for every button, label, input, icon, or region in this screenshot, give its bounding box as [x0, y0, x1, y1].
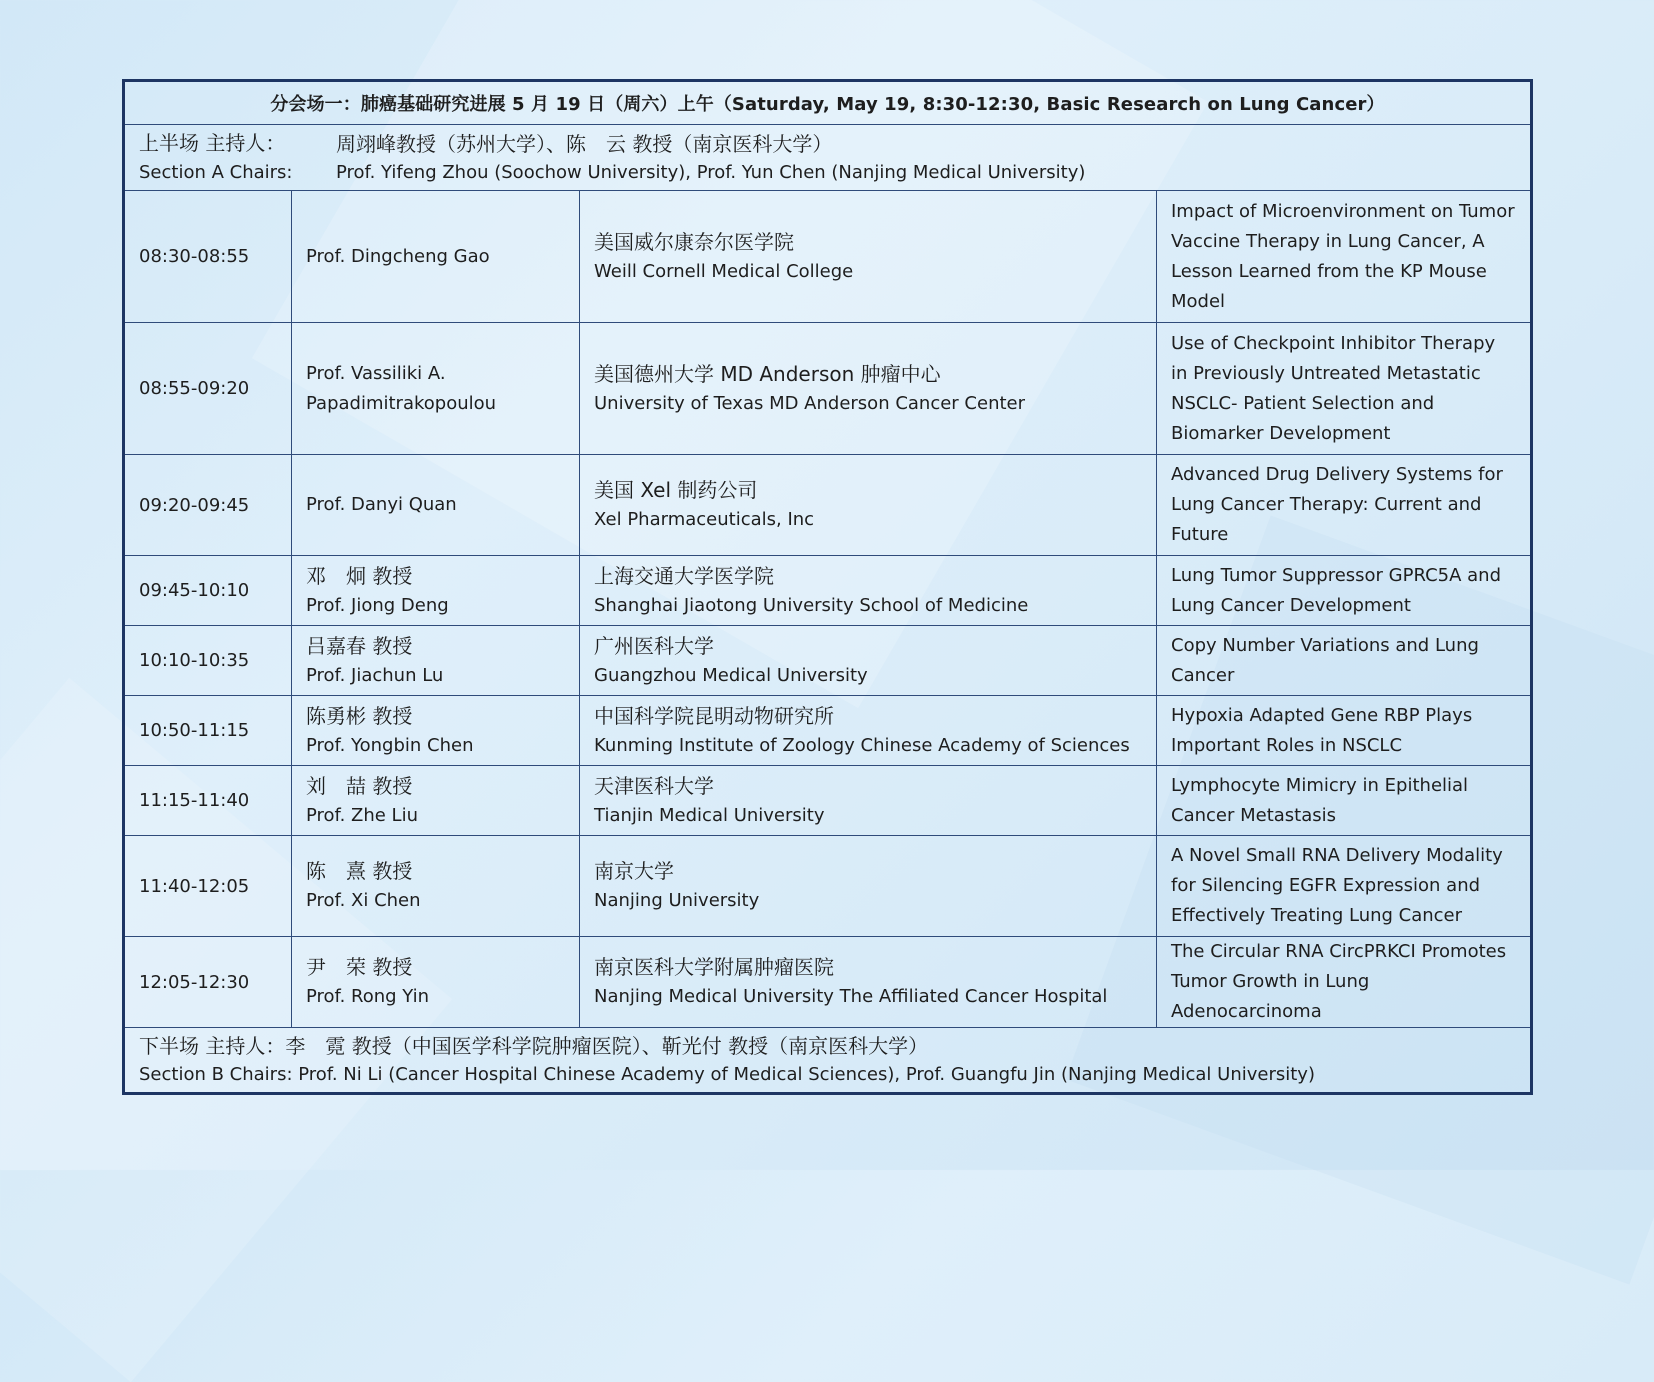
speaker-cell: [292, 766, 580, 836]
institution-zh: 美国威尔康奈尔医学院: [594, 229, 794, 254]
speaker-cell: [292, 323, 580, 455]
topic-cell: Impact of Microenvironment on Tumor Vaccine Therapy in Lung Cancer, A Lesson Learned from the KP Mouse Model: [1157, 191, 1532, 323]
institution-cell: [580, 455, 1157, 556]
topic-cell: A Novel Small RNA Delivery Modality for Silencing EGFR Expression and Effectively Treating Lung Cancer: [1157, 836, 1532, 937]
speaker-name-zh: 刘 喆 教授: [306, 773, 413, 798]
section-a-chairs: [124, 125, 1532, 191]
speaker-cell: [292, 836, 580, 937]
section-a-label-en: Section A Chairs:: [139, 161, 293, 183]
institution-en: Weill Cornell Medical College: [594, 260, 854, 282]
section-a-chairs-zh: 周翊峰教授（苏州大学）、陈 云 教授（南京医科大学）: [336, 131, 833, 156]
institution-zh: 广州医科大学: [594, 633, 714, 658]
speaker-name-zh: 陈 熹 教授: [306, 859, 413, 883]
speaker-name-en: Prof. Vassiliki A. Papadimitrakopoulou: [306, 362, 497, 414]
speaker-name-en: Prof. Jiachun Lu: [306, 664, 444, 686]
institution-en: University of Texas MD Anderson Cancer Center: [594, 392, 1026, 414]
speaker-name-zh: 吕嘉春 教授: [306, 633, 413, 658]
section-b-chairs: [124, 1028, 1532, 1094]
time-cell: 10:10-10:35: [124, 626, 292, 696]
section-a-chairs-en: Prof. Yifeng Zhou (Soochow University), Prof. Yun Chen (Nanjing Medical University): [336, 161, 1086, 183]
institution-en: Xel Pharmaceuticals, Inc: [594, 509, 815, 530]
institution-cell: [580, 766, 1157, 836]
schedule-row: [124, 766, 1532, 836]
institution-cell: [580, 836, 1157, 937]
speaker-name-zh: 陈勇彬 教授: [306, 703, 413, 728]
institution-cell: [580, 626, 1157, 696]
topic-cell: Copy Number Variations and Lung Cancer: [1157, 626, 1532, 696]
schedule-table: [122, 79, 1533, 1095]
schedule-row: [124, 937, 1532, 1028]
speaker-name-en: Prof. Rong Yin: [306, 986, 430, 1007]
topic-cell: Use of Checkpoint Inhibitor Therapy in Previously Untreated Metastatic NSCLC- Patient Selection and Biomarker Development: [1157, 323, 1532, 455]
time-cell: 09:45-10:10: [124, 556, 292, 626]
speaker-name-en: Prof. Zhe Liu: [306, 804, 418, 826]
time-cell: 11:40-12:05: [124, 836, 292, 937]
institution-zh: 上海交通大学医学院: [594, 563, 774, 588]
speaker-cell: [292, 556, 580, 626]
speaker-name-zh: 邓 炯 教授: [306, 563, 413, 588]
schedule-row: [124, 626, 1532, 696]
section-a-label-zh: 上半场 主持人：: [139, 130, 286, 155]
time-cell: 09:20-09:45: [124, 455, 292, 556]
time-cell: 08:55-09:20: [124, 323, 292, 455]
schedule-row: [124, 191, 1532, 323]
speaker-cell: [292, 937, 580, 1028]
topic-cell: Lymphocyte Mimicry in Epithelial Cancer Metastasis: [1157, 766, 1532, 836]
institution-zh: 美国 Xel 制药公司: [594, 478, 758, 502]
section-b-chairs-zh: 下半场 主持人：李 霓 教授（中国医学科学院肿瘤医院）、靳光付 教授（南京医科大学）: [139, 1034, 929, 1058]
speaker-name-en: Prof. Dingcheng Gao: [306, 245, 490, 267]
speaker-name-zh: 尹 荣 教授: [306, 955, 413, 979]
section-b-chairs-en: Section B Chairs: Prof. Ni Li (Cancer Hospital Chinese Academy of Medical Sciences), Prof. Guangfu Jin (Nanjing Medical University): [139, 1064, 1315, 1085]
institution-cell: [580, 696, 1157, 766]
schedule-row: [124, 455, 1532, 556]
institution-en: Nanjing University: [594, 890, 760, 911]
institution-cell: [580, 556, 1157, 626]
institution-en: Shanghai Jiaotong University School of Medicine: [594, 594, 1029, 616]
speaker-name-en: Prof. Yongbin Chen: [306, 734, 474, 756]
time-cell: 11:15-11:40: [124, 766, 292, 836]
schedule-row: [124, 556, 1532, 626]
institution-zh: 天津医科大学: [594, 773, 714, 798]
institution-en: Nanjing Medical University The Affiliated Cancer Hospital: [594, 986, 1108, 1007]
speaker-cell: [292, 626, 580, 696]
institution-cell: [580, 937, 1157, 1028]
schedule-row: [124, 696, 1532, 766]
speaker-cell: [292, 696, 580, 766]
topic-cell: Hypoxia Adapted Gene RBP Plays Important Roles in NSCLC: [1157, 696, 1532, 766]
institution-en: Kunming Institute of Zoology Chinese Academy of Sciences: [594, 734, 1130, 756]
topic-cell: Advanced Drug Delivery Systems for Lung Cancer Therapy: Current and Future: [1157, 455, 1532, 556]
schedule-row: [124, 836, 1532, 937]
schedule-row: [124, 323, 1532, 455]
speaker-cell: [292, 191, 580, 323]
institution-zh: 中国科学院昆明动物研究所: [594, 703, 834, 728]
institution-cell: [580, 191, 1157, 323]
institution-en: Tianjin Medical University: [594, 804, 825, 826]
speaker-cell: [292, 455, 580, 556]
institution-cell: [580, 323, 1157, 455]
time-cell: 12:05-12:30: [124, 937, 292, 1028]
session-title: 分会场一：肺癌基础研究进展 5 月 19 日（周六）上午（Saturday, May 19, 8:30-12:30, Basic Research on Lung Cancer）: [124, 81, 1532, 125]
institution-zh: 南京大学: [594, 859, 674, 883]
speaker-name-en: Prof. Xi Chen: [306, 890, 421, 911]
time-cell: 08:30-08:55: [124, 191, 292, 323]
speaker-name-en: Prof. Danyi Quan: [306, 494, 457, 515]
institution-zh: 美国德州大学 MD Anderson 肿瘤中心: [594, 361, 941, 386]
institution-zh: 南京医科大学附属肿瘤医院: [594, 955, 834, 979]
time-cell: 10:50-11:15: [124, 696, 292, 766]
institution-en: Guangzhou Medical University: [594, 664, 868, 686]
topic-cell: Lung Tumor Suppressor GPRC5A and Lung Cancer Development: [1157, 556, 1532, 626]
speaker-name-en: Prof. Jiong Deng: [306, 594, 449, 616]
topic-cell: The Circular RNA CircPRKCI Promotes Tumor Growth in Lung Adenocarcinoma: [1157, 937, 1532, 1028]
